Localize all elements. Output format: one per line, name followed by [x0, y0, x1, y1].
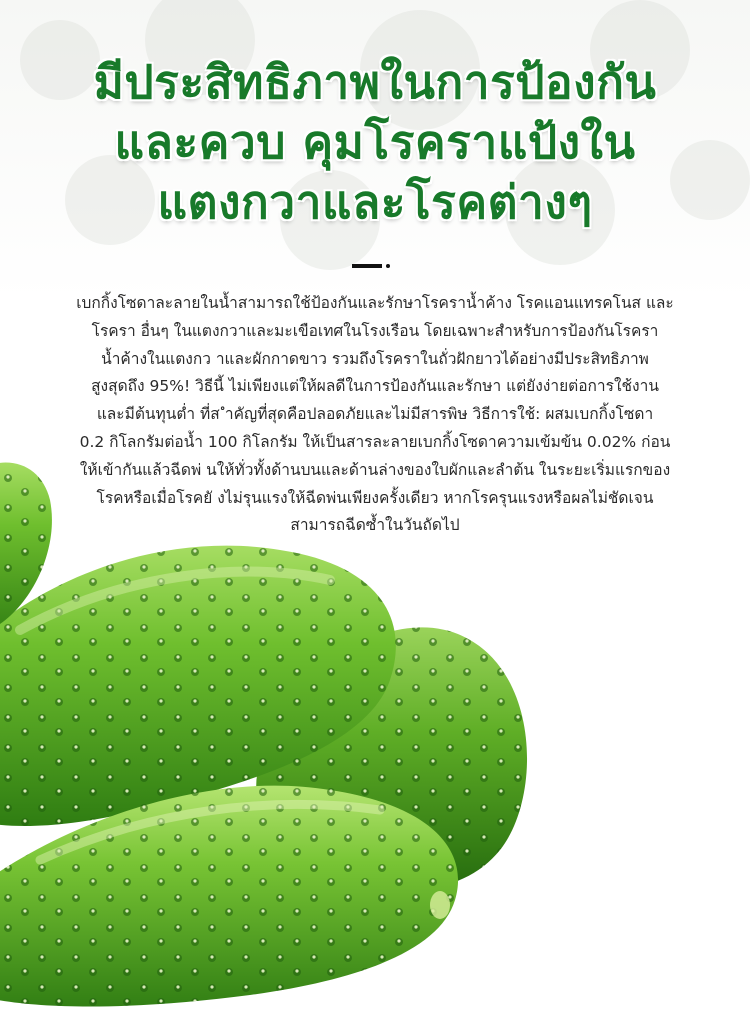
- description-line: สามารถฉีดซ้ำในวันถัดไป: [290, 516, 460, 535]
- title-divider-dot: [386, 264, 390, 268]
- description-line: และมีต้นทุนต่ำ ที่ส ำคัญที่สุดคือปลอดภัยและไม่มีสารพิษ วิธีการใช้: ผสมเบกกิ้งโซดา: [96, 405, 654, 424]
- description-text: [30, 290, 720, 540]
- title-divider: [352, 264, 382, 268]
- description-line: เบกกิ้งโซดาละลายในน้ำสามารถใช้ป้องกันและรักษาโรคราน้ำค้าง โรคแอนแทรคโนส และ: [76, 294, 674, 312]
- description-line: โรครา อื่นๆ ในแตงกวาและมะเขือเทศในโรงเรือน โดยเฉพาะสำหรับการป้องกันโรครา: [91, 321, 659, 340]
- title-line-1: มีประสิทธิภาพในการป้องกัน: [93, 55, 657, 109]
- description-line: ให้เข้ากันแล้วฉีดพ่ นให้ทั่วทั้งด้านบนและด้านล่างของใบผักและลำต้น ในระยะเริ่มแรกของ: [79, 460, 671, 479]
- page-title: [0, 52, 750, 232]
- title-line-2: และควบ คุมโรคราแป้งใน: [114, 115, 636, 169]
- description-line: สูงสุดถึง 95%! วิธีนี้ ไม่เพียงแต่ให้ผลดีในการป้องกันและรักษา แต่ยังง่ายต่อการใช้งาน: [91, 377, 659, 396]
- title-line-3: แตงกวาและโรคต่างๆ: [157, 175, 593, 229]
- description-line: 0.2 กิโลกรัมต่อน้ำ 100 กิโลกรัม ให้เป็นสารละลายเบกกิ้งโซดาความเข้มข้น 0.02% ก่อน: [79, 432, 671, 451]
- description-line: โรคหรือเมื่อโรคยั งไม่รุนแรงให้ฉีดพ่นเพียงครั้งเดียว หากโรครุนแรงหรือผลไม่ชัดเจน: [96, 488, 654, 507]
- description-line: น้ำค้างในแตงกว าและผักกาดขาว รวมถึงโรคราในถั่วฝักยาวได้อย่างมีประสิทธิภาพ: [101, 349, 649, 368]
